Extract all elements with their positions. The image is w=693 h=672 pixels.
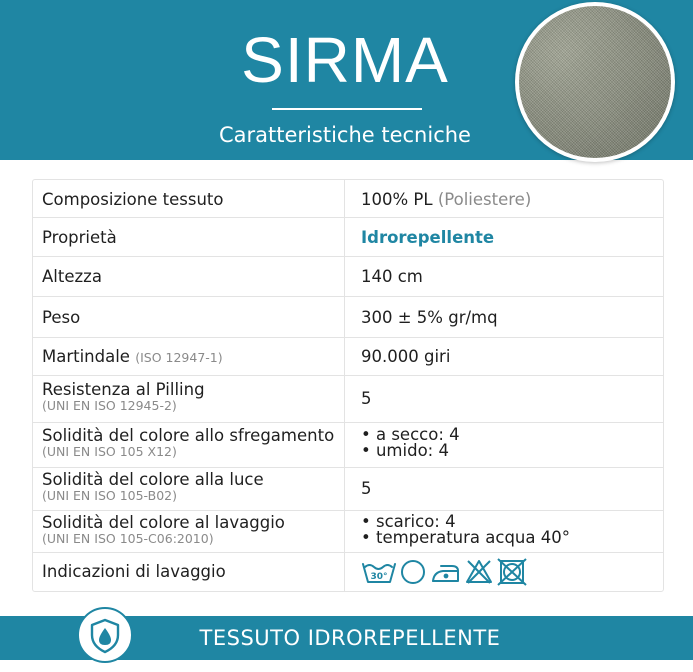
spec-label-main: Martindale [42, 347, 130, 366]
spec-value: 300 ± 5% gr/mq [361, 308, 498, 327]
spec-label: Composizione tessuto [42, 190, 224, 209]
no-bleach-icon [467, 561, 491, 583]
spec-value: 5 [361, 479, 372, 498]
water-shield-badge [77, 607, 133, 663]
spec-row-martindale [33, 338, 663, 376]
spec-label-note: (UNI EN ISO 105-C06:2010) [42, 531, 214, 546]
spec-row-composition [33, 180, 663, 218]
spec-value-line: • a secco: 4 [361, 425, 460, 444]
spec-row-light [33, 468, 663, 511]
spec-row-property [33, 218, 663, 257]
no-tumble-dry-icon [498, 559, 526, 585]
spec-label: Altezza [42, 267, 102, 286]
wash-temp-label: 30° [370, 572, 388, 582]
spec-label-note: (UNI EN ISO 12945-2) [42, 398, 177, 413]
spec-label-note: (UNI EN ISO 105 X12) [42, 444, 177, 459]
spec-value-line: • scarico: 4 [361, 512, 456, 531]
spec-label: Resistenza al Pilling [42, 380, 205, 399]
spec-row-height [33, 257, 663, 297]
tumble-dry-icon [402, 561, 424, 583]
product-title: SIRMA [241, 24, 449, 96]
spec-row-weight [33, 297, 663, 338]
water-shield-icon [89, 618, 121, 654]
spec-value-line: • umido: 4 [361, 441, 449, 460]
spec-value: 5 [361, 389, 372, 408]
spec-label [42, 347, 223, 368]
spec-table [32, 179, 664, 592]
page-subtitle: Caratteristiche tecniche [219, 123, 471, 147]
fabric-swatch-image [519, 6, 671, 158]
spec-label: Indicazioni di lavaggio [42, 562, 226, 581]
spec-value-line: • temperatura acqua 40° [361, 528, 570, 547]
spec-value: 140 cm [361, 267, 423, 286]
spec-label: Solidità del colore allo sfregamento [42, 426, 335, 445]
fabric-swatch-frame [515, 2, 675, 162]
care-icons [361, 558, 551, 586]
spec-label-note: (ISO 12947-1) [135, 350, 223, 365]
spec-label-note: (UNI EN ISO 105-B02) [42, 488, 177, 503]
spec-value: 90.000 giri [361, 347, 451, 366]
spec-label: Peso [42, 308, 81, 327]
title-divider [272, 108, 422, 110]
spec-value [361, 190, 531, 210]
spec-value: Idrorepellente [361, 228, 495, 247]
spec-row-rubbing [33, 423, 663, 468]
spec-row-pilling [33, 376, 663, 423]
wash-30-icon [363, 564, 395, 582]
spec-row-care [33, 553, 663, 591]
spec-label: Solidità del colore al lavaggio [42, 513, 285, 532]
spec-label: Solidità del colore alla luce [42, 470, 264, 489]
spec-value-main: 100% PL [361, 190, 433, 209]
spec-row-washing [33, 511, 663, 553]
spec-label: Proprietà [42, 228, 117, 247]
iron-low-icon [433, 566, 458, 581]
footer-title: TESSUTO IDROREPELLENTE [199, 626, 501, 650]
spec-value-note: (Poliestere) [437, 190, 532, 209]
